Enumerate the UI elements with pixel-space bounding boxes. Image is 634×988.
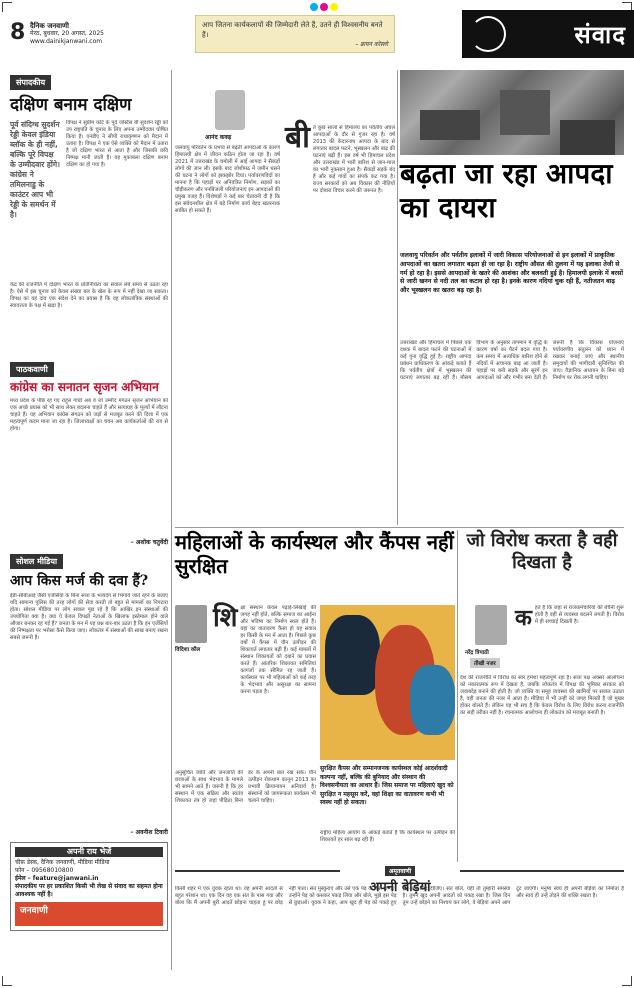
reader-label: पाठकवाणी — [10, 362, 54, 377]
article2-lead: सुरक्षित कैंपस और सम्मानजनक कार्यस्थल कोई आदर्शवादी कल्पना नहीं, बल्कि की बुनियाद और संस्थान की विश्वसनीयता का आधार हैं। जिस समाज पर महिलाएं खुद को सुरक्षित न महसूस करें, वहां शिक्षा का वातावरण कभी भी स्वस्थ नहीं हो सकता। — [320, 765, 454, 806]
editorial-headline: दक्षिण बनाम दक्षिण — [10, 95, 132, 115]
article1-right-body: उत्तराखंड और हिमाचल में पिछले एक दशक में बादल फटने की घटनाओं में कई गुना वृद्धि हुई है। राष्ट्रीय आपदा प्रबंधन प्राधिकरण के आंकड़े बताते हैं कि पर्वतीय क्षेत्रों में भूस्खलन की घटनाएं लगातार बढ़ रही हैं। मौसम विभाग के अनुसार तापमान में वृद्धि के कारण वर्षा का पैटर्न बदल गया है। कम समय में अत्यधिक बारिश होने से नदियों में अचानक बाढ़ आ जाती है। पहाड़ों पर बनी सड़कें और सुरंगें इन आपदाओं को और गंभीर बना देती हैं। जरूरी है कि विकास योजनाएं पर्यावरणीय संतुलन को ध्यान में रखकर बनाई जाएं और स्थानीय समुदायों की भागीदारी सुनिश्चित की जाए। वैज्ञानिक अध्ययन के बिना बड़े निर्माण पर रोक लगनी चाहिए। — [400, 340, 624, 381]
section-title: संवाद — [574, 20, 626, 49]
author-photo — [215, 90, 245, 130]
bottom-body: किसी शहर में एक युवक रहता था। वह अपनी आदतों से बहुत परेशान था। एक दिन वह एक संत के पास गया और बोला कि मैं अपनी बुरी आदतें छोड़ना चाहता हूं पर छोड़ नहीं पाता। संत मुस्कुराए और उसे एक पेड़ के पास ले गए। उन्होंने पेड़ को कसकर पकड़ लिया और बोले, मुझे इस पेड़ से छुड़ाओ। युवक ने कहा, आप खुद ही पेड़ को पकड़े हुए हैं, आप छोड़ दीजिए। संत बोले, यही तो तुम्हारी समस्या है। तुमने खुद अपनी आदतों को पकड़ रखा है। जिस दिन तुम उन्हें छोड़ने का निश्चय कर लोगे, वे बेड़ियां अपने आप टूट जाएंगी। मनुष्य स्वयं ही अपनी बेड़ियों का निर्माता है और स्वयं ही उन्हें तोड़ने की शक्ति रखता है। — [175, 886, 624, 906]
editorial-pull-quote: पूर्व संदिग्ध सुदर्शन रेड्डी केवल इंडिया ब्लॉक के ही नहीं, बल्कि पूरे विपक्ष के उम्मीदवार होंगे। कांग्रेस ने तमिलनाडु के काउंटर आप भी रेड्डी के समर्थन में है। — [10, 120, 60, 219]
article2-drop-cap: शि — [213, 603, 238, 633]
editorial-label: संपादकीय — [10, 75, 51, 90]
divider-v2 — [397, 70, 398, 525]
article3-tag: तीखी नजर — [470, 658, 500, 668]
edition-line: मेरठ, बुधवार, 20 अगस्त, 2025 — [30, 30, 104, 37]
bottom-headline: अपनी बेड़ियां — [369, 880, 431, 895]
article3-headline: जो विरोध करता है वही दिखता है — [466, 530, 618, 573]
reader-headline: कांग्रेस का सनातन सृजन अभियान — [10, 380, 159, 394]
reader-author: – अशोक चतुर्वेदी — [130, 539, 168, 546]
editorial-cont: केंद्र की राजनीति में दक्षिण भारत के प्रतिनिधित्व का सवाल लंबे समय से उठता रहा है। ऐसे में इस चुनाव को केवल संख्या बल के खेल के रूप में नहीं देखा जा सकता। विपक्ष का यह दांव एक संदेश देने का प्रयास है कि वह लोकतांत्रिक संस्थाओं की स्वायत्तता के पक्ष में खड़ा है। — [10, 282, 168, 309]
masthead — [10, 10, 624, 65]
article2-col3: राष्ट्रीय महिला आयोग के आंकड़े बताते हैं कि कार्यस्थल पर उत्पीड़न की शिकायतें हर साल बढ़ रही हैं। — [320, 830, 455, 843]
article2-author: विदिशा कौल — [175, 647, 201, 653]
divider-v3 — [457, 530, 458, 865]
contact-line2: फ़ोन – 09568010800 — [15, 867, 74, 874]
social-body: ईडी-सीबीआई जैसी एजेंसियों के बिना सत्ता के भव्यदंग से भिगाये जाते रहने के बजाए यदि सामान्य पुलिस की तरह लोगों की सेवा करती तो बहुत से मामलों का निपटारा होता। सोशल मीडिया पर लोग सवाल पूछ रहे हैं कि आखिर इन संस्थाओं की उपयोगिता क्या है। क्या ये केवल विपक्षी नेताओं के खिलाफ इस्तेमाल होने वाले औजार बनकर रह गई हैं? जनता के मन में यह प्रश्न बार-बार उठता है कि इन एजेंसियों की निष्पक्षता पर भरोसा कैसे किया जाए। लोकतंत्र में संस्थाओं की साख बनाए रखना सबसे जरूरी है। — [10, 593, 168, 641]
article1-col2-wrap — [285, 120, 395, 520]
article1-lead: जलवायु परिवर्तन और पर्वतीय इलाकों में जारी विकास परियोजनाओं से इन इलाकों में प्राकृतिक आपदाओं का खतरा लगातार बढ़ता ही जा रहा है। राष्ट्रीय औसत की तुलना में यह इलाका तेजी से गर्म हो रहा है। इससे आपदाओं के खतरे की आशंका और बलवती हुई है। हिमालयी इलाके में बरसों से जारी खनन से नदी तल का कटाव हो रहा है। इनके कारण नदियां चुक रही हैं, नतीजतन बाढ़ और भूस्खलन का खतरा बढ़ रहा है। — [400, 252, 624, 295]
article2-col1: क्षा संस्थान केवल पढ़ाई-लिखाई की जगह नहीं होते, बल्कि समाज का आईना और भविष्य का निर्माण स्थल होते हैं। यहां का वातावरण कैसा हो यह सवाल हर किसी के मन में आता है। पिछले कुछ वर्षों में कैंपस में यौन उत्पीड़न की शिकायतें लगातार बढ़ी हैं। कई मामलों में संस्थान शिकायतों को दबाने का प्रयास करते हैं। आंतरिक शिकायत समितियां कागजों तक सीमित रह जाती हैं। कार्यस्थल पर भी महिलाओं को कई तरह के भेदभाव और असुरक्षा का सामना करना पड़ता है। — [240, 605, 316, 695]
editorial-body: विपक्ष ने सुप्रीम कोर्ट के पूर्व जस्टिस बी सुदर्शन रेड्डी को उप राष्ट्रपति के चुनाव के लिए अपना उम्मीदवार घोषित किया है। एनडीए ने सीपी राधाकृष्णन को मैदान में उतारा है। विपक्ष ने एक ऐसे व्यक्ति को मैदान में उतारा है जो दक्षिण भारत से आता है और जिसकी छवि निष्पक्ष मानी जाती है। यह मुकाबला दक्षिण बनाम दक्षिण का हो गया है। — [66, 120, 168, 168]
left-column — [10, 70, 168, 970]
article3-col1: हते हैं कि जहां से राजकर्मचारियों की बेचैनी शुरू होती है वहीं से व्यवस्था बदलने लगती है। विरोध में ही सच्चाई दिखती है। — [534, 605, 624, 625]
newspaper-icon: जनवाणी — [15, 902, 163, 926]
quote-text: आप जितना कार्यकलापों की जिम्मेदारी लेते हैं, उतने ही विश्वसनीय बनते हैं। — [202, 21, 383, 39]
reader-body: मध्य प्रदेश के पीछे रह गए राहुल गांधी अब वे जो उम्मीद मंगठन सृजन अभियान को एक अच्छे प्रयास को भी साथ लेकर बदलना चाहते हैं और सत्याग्रह के मूल्यों में लौटना चाहते हैं। यह अभियान कांग्रेस संगठन को जड़ों से मजबूत करने की दिशा में एक महत्वपूर्ण कदम माना जा रहा है। जिलाध्यक्षों का चयन अब कार्यकर्ताओं की राय से होगा। — [10, 398, 168, 432]
article2-illustration — [320, 605, 455, 760]
quote-box — [195, 15, 395, 53]
quote-author: – ब्रायन कोस्लो — [355, 41, 388, 48]
bottom-box — [175, 870, 624, 968]
contact-box — [10, 842, 168, 931]
article3-col-wrap — [515, 605, 624, 675]
social-author: – अवनीश टिवारी — [130, 829, 168, 836]
article1-drop-cap: बी — [285, 120, 310, 155]
article1-left — [175, 70, 395, 525]
contact-line3: ईमेल – feature@janwani.in — [15, 875, 99, 882]
divider-h1 — [175, 527, 624, 528]
paper-brand: दैनिक जनवाणी — [30, 22, 69, 30]
article1-col1: जलवायु परिवर्तन के प्रभाव से बढ़ती आपदाओं के कारण हिमालयी क्षेत्र में जीवन कठिन होता जा रहा है। वर्ष 2021 में उत्तराखंड के चमोली में आई आपदा ने सैकड़ों लोगों की जान ली। इसके बाद जोशीमठ में जमीन धंसने की घटना ने लोगों को झकझोर दिया। पर्यावरणविदों का मानना है कि पहाड़ों पर अनियंत्रित निर्माण, सड़कों का चौड़ीकरण और पनबिजली परियोजनाएं इन आपदाओं की प्रमुख वजह हैं। विशेषज्ञों ने कई बार चेतावनी दी है कि इस संवेदनशील क्षेत्र में बड़े निर्माण कार्य बेहद खतरनाक साबित हो सकते हैं। — [175, 145, 280, 214]
website: www.dainikjanwani.com — [30, 38, 103, 45]
article1-right — [400, 70, 624, 525]
article3-drop-cap: क — [515, 605, 532, 631]
crop-mark-br — [622, 976, 632, 986]
article3-author: नरेंद्र त्रिपाठी — [465, 650, 489, 656]
article1-col2: ते कुछ सालों से हिमालय का पर्वतीय अंचल आपदाओं के दौर से गुजर रहा है। वर्ष 2013 की केदारनाथ आपदा के बाद से लगातार बादल फटने, भूस्खलन और बाढ़ की घटनाएं बढ़ी हैं। इस वर्ष भी हिमाचल प्रदेश और उत्तराखंड में भारी बारिश से जान-माल का भारी नुकसान हुआ है। सैकड़ों सड़कें बंद हैं और कई गांवों का संपर्क कट गया है। राज्य सरकारों को अब विकास की नीतियों पर दोबारा विचार करने की जरूरत है। — [312, 125, 395, 194]
crop-mark-bl — [2, 976, 12, 986]
section-banner — [462, 10, 634, 58]
swirl-icon — [470, 16, 506, 52]
article3-col2: देश की राजनीति में विरोध का स्वर हमेशा महत्वपूर्ण रहा है। सत्ता पक्ष अक्सर आलोचना को नकारात्मक रूप में देखता है, जबकि लोकतंत्र में विपक्ष की भूमिका सरकार को जवाबदेह बनाने की होती है। जो व्यक्ति या समूह व्यवस्था की खामियों पर सवाल उठाता है, वही जनता की नजर में आता है। मीडिया में भी उन्हीं को जगह मिलती है जो मुखर होकर बोलते हैं। लेकिन यह भी सच है कि केवल विरोध के लिए विरोध करना राजनीति का सही तरीका नहीं है। रचनात्मक आलोचना ही लोकतंत्र को मजबूत बनाती है। — [460, 675, 624, 716]
article1-headline: बढ़ता जा रहा आपदा का दायरा — [400, 155, 624, 245]
article2-author-photo — [175, 605, 207, 643]
page-number: 8 — [10, 20, 26, 45]
contact-line1: चीफ़ डेस्क, दैनिक जनवाणी, मीडिया मीडिया — [15, 859, 110, 866]
article2-col2: अनुसूचित जाति और जनजाति की छात्राओं के साथ भेदभाव के मामले भी सामने आते हैं। जरूरी है कि हर संस्थान में एक सक्रिय और स्वतंत्र शिकायत तंत्र हो जहां पीड़िता बिना डर के अपनी बात रख सके। यौन उत्पीड़न रोकथाम कानून 2013 का प्रभावी क्रियान्वयन अनिवार्य है। संस्थानों को जागरूकता कार्यक्रम भी चलाने चाहिए। — [175, 770, 316, 804]
editorial-body-wrap — [10, 120, 168, 280]
paper-info — [30, 22, 120, 46]
contact-title: अपनी राय भेजें — [15, 847, 163, 857]
article2-headline: महिलाओं के कार्यस्थल और कैंपस नहीं सुरक्षित — [175, 530, 454, 578]
contact-line4: संपादकीय पर हर प्रकाशित किसी भी लेख से संवाद का सहमत होना आवश्यक नहीं है। — [15, 883, 163, 898]
article1-author: आनंद कक्ड़ — [205, 134, 232, 141]
article3-author-photo — [475, 605, 507, 645]
divider-v1 — [171, 70, 172, 970]
bottom-label: अमृतवाणी — [385, 866, 415, 876]
social-label: सोशल मीडिया — [10, 554, 63, 569]
social-headline: आप किस मर्ज की दवा हैं? — [10, 573, 149, 589]
